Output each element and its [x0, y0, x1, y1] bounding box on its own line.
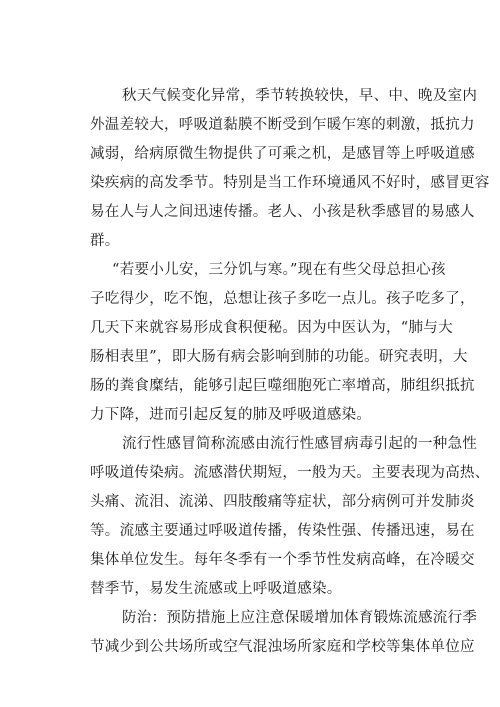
text-line: 防治：预防措施上应注意保暖增加体育锻炼流感流行季 — [122, 610, 478, 626]
text-line: 头痛、流泪、流涕、四肢酸痛等症状，部分病例可并发肺炎 — [90, 494, 475, 510]
text-line: 呼吸道传染病。流感潜伏期短，一般为天。主要表现为高热、 — [90, 465, 490, 481]
text-line: 流行性感冒简称流感由流行性感冒病毒引起的一种急性 — [122, 436, 478, 452]
text-line: 外温差较大，呼吸道黏膜不断受到乍暖乍寒的刺激，抵抗力 — [90, 117, 475, 133]
text-line: 替季节，易发生流感或上呼吸道感染。 — [90, 581, 342, 597]
text-line: 几天下来就容易形成食积便秘。因为中医认为，“肺与大 — [90, 320, 453, 336]
text-line: 肠相表里”，即大肠有病会影响到肺的功能。研究表明，大 — [90, 349, 468, 365]
text-line: 易在人与人之间迅速传播。老人、小孩是秋季感冒的易感人 — [90, 204, 475, 220]
text-line: 子吃得少，吃不饱，总想让孩子多吃一点儿。孩子吃多了， — [90, 291, 475, 307]
text-line: 染疾病的高发季节。特别是当工作环境通风不好时，感冒更容 — [90, 175, 490, 191]
text-line: “若要小儿安，三分饥与寒。”现在有些父母总担心孩 — [112, 262, 446, 278]
text-line: 力下降，进而引起反复的肺及呼吸道感染。 — [90, 407, 372, 423]
text-line: 等。流感主要通过呼吸道传播，传染性强、传播迅速，易在 — [90, 523, 475, 539]
text-line: 节减少到公共场所或空气混浊场所家庭和学校等集体单位应 — [90, 639, 475, 655]
text-line: 减弱，给病原微生物提供了可乘之机，是感冒等上呼吸道感 — [90, 146, 475, 162]
text-line: 集体单位发生。每年冬季有一个季节性发病高峰，在冷暖交 — [90, 552, 475, 568]
text-line: 秋天气候变化异常，季节转换较快，早、中、晚及室内 — [122, 88, 478, 104]
text-line: 肠的粪食糜结，能够引起巨噬细胞死亡率增高，肺组织抵抗 — [90, 378, 475, 394]
text-line: 群。 — [90, 233, 120, 249]
